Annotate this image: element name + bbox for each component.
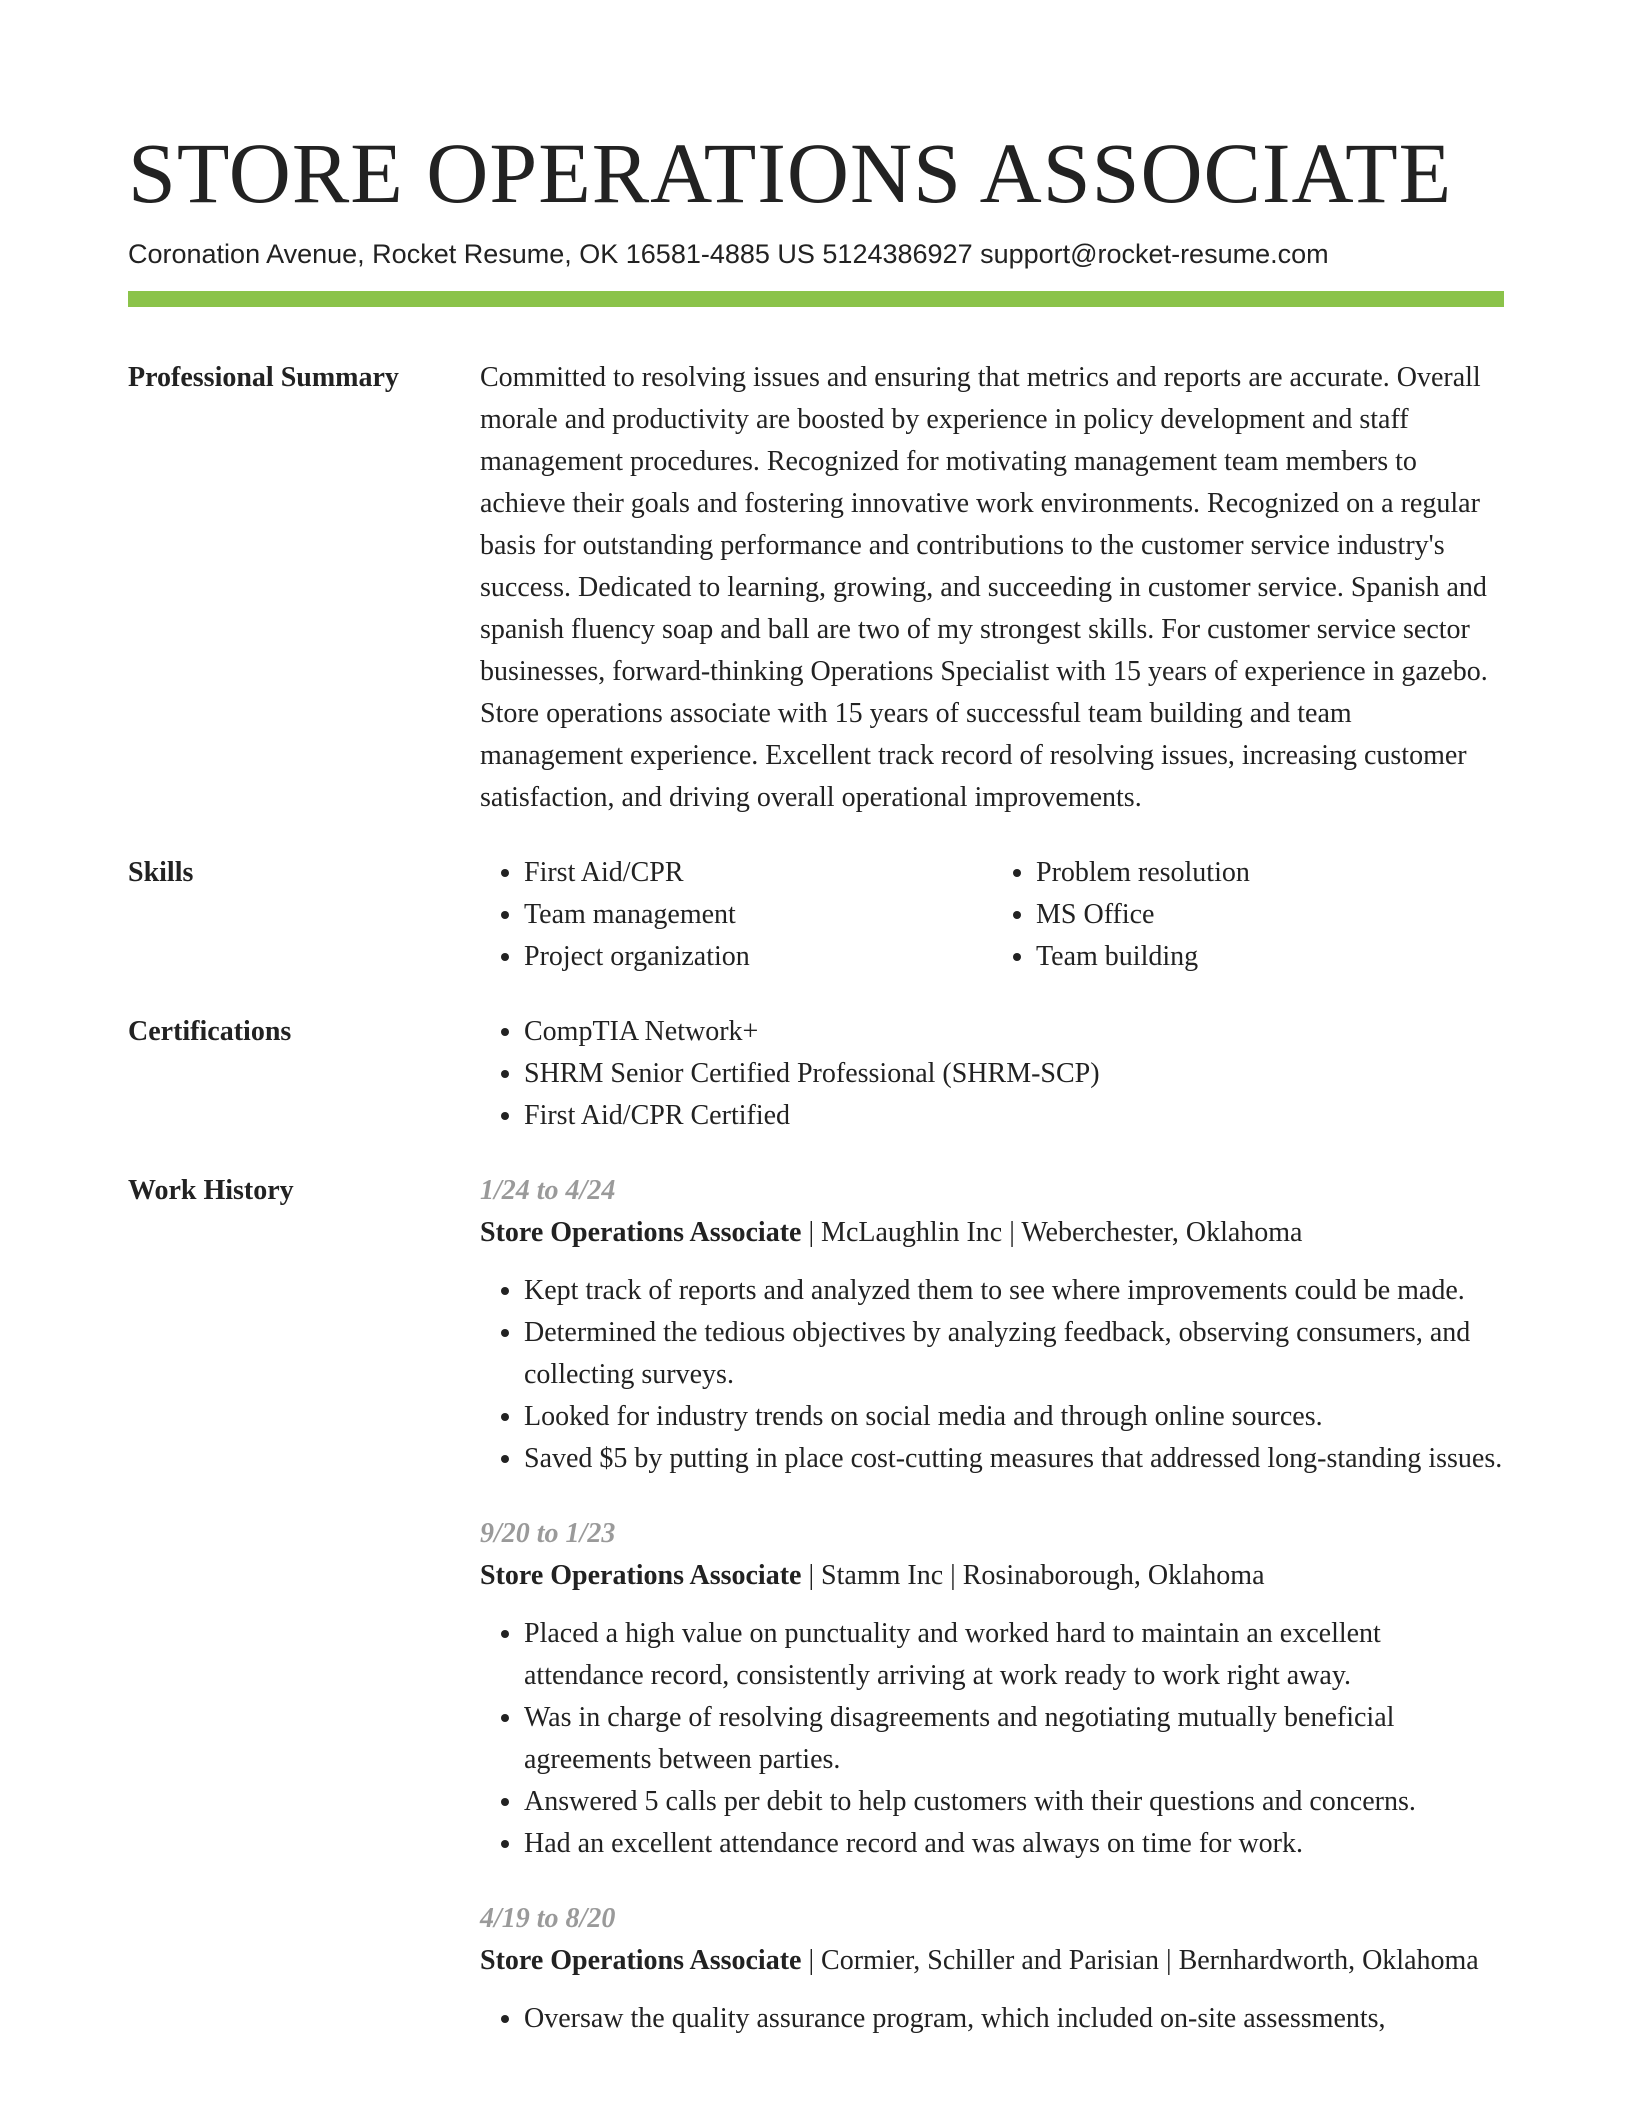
job-title: Store Operations Associate [480, 1560, 802, 1591]
skills-list-left [480, 852, 992, 978]
skill-item: • First Aid/CPR [524, 852, 992, 894]
job-bullets [480, 1998, 1504, 2040]
job-title-line [480, 1555, 1480, 1597]
skill-item: • Team management [524, 894, 992, 936]
job-date: 9/20 to 1/23 [480, 1518, 616, 1549]
professional-summary-section [128, 357, 1504, 819]
resume-name: STORE OPERATIONS ASSOCIATE [128, 125, 1453, 221]
certification-item: • SHRM Senior Certified Professional (SHRM-SCP) [524, 1053, 1504, 1095]
section-heading: Work History [128, 1175, 294, 1206]
job-bullet: • Answered 5 calls per debit to help customers with their questions and concerns. [524, 1781, 1504, 1823]
header-accent-rule [128, 291, 1504, 307]
job-bullet: • Placed a high value on punctuality and worked hard to maintain an excellent attendance record, consistently arriving at work ready to work right away. [524, 1613, 1504, 1697]
certifications-list [480, 1011, 1504, 1137]
job-entry [480, 1898, 1504, 2040]
summary-text: Committed to resolving issues and ensuring that metrics and reports are accurate. Overall morale and productivity are boosted by experience in policy development and staff management procedures. Recognized for motivating management team members to achieve their goals and fostering innovative work environments. Recognized on a regular basis for outstanding performance and contributions to the customer service industry's success. Dedicated to learning, growing, and succeeding in customer service. Spanish and spanish fluency soap and ball are two of my strongest skills. For customer service sector businesses, forward-thinking Operations Specialist with 15 years of experience in gazebo. Store operations associate with 15 years of successful team building and team management experience. Excellent track record of resolving issues, increasing customer satisfaction, and driving overall operational improvements. [480, 362, 1488, 813]
skill-item: • Problem resolution [1036, 852, 1504, 894]
job-bullet: • Had an excellent attendance record and was always on time for work. [524, 1823, 1504, 1865]
job-entry [480, 1170, 1504, 1480]
certification-item: • First Aid/CPR Certified [524, 1095, 1504, 1137]
job-bullets [480, 1613, 1504, 1865]
certifications-section [128, 1011, 1504, 1137]
job-date: 1/24 to 4/24 [480, 1175, 616, 1206]
skill-item: • Project organization [524, 936, 992, 978]
job-details: | Cormier, Schiller and Parisian | Bernhardworth, Oklahoma [801, 1945, 1479, 1976]
job-title-line [480, 1212, 1480, 1254]
job-title-line [480, 1940, 1480, 1982]
section-heading: Certifications [128, 1016, 292, 1047]
skills-list-right [992, 852, 1504, 978]
skill-item: • MS Office [1036, 894, 1504, 936]
certification-item: • CompTIA Network+ [524, 1011, 1504, 1053]
job-bullet: • Kept track of reports and analyzed them to see where improvements could be made. [524, 1270, 1504, 1312]
job-entry [480, 1513, 1504, 1865]
job-bullet: • Oversaw the quality assurance program, which included on-site assessments, [524, 1998, 1504, 2040]
section-heading: Professional Summary [128, 362, 399, 393]
job-details: | McLaughlin Inc | Weberchester, Oklahoma [801, 1217, 1303, 1248]
contact-line: Coronation Avenue, Rocket Resume, OK 16581-4885 US 5124386927 support@rocket-resume.com [128, 239, 1329, 269]
job-title: Store Operations Associate [480, 1217, 802, 1248]
job-bullet: • Was in charge of resolving disagreements and negotiating mutually beneficial agreements between parties. [524, 1697, 1504, 1781]
job-date: 4/19 to 8/20 [480, 1903, 616, 1934]
section-heading: Skills [128, 857, 194, 888]
job-bullets [480, 1270, 1504, 1480]
job-bullet: • Determined the tedious objectives by analyzing feedback, observing consumers, and collecting surveys. [524, 1312, 1504, 1396]
resume-page [128, 118, 1504, 2040]
job-bullet: • Saved $5 by putting in place cost-cutting measures that addressed long-standing issues. [524, 1438, 1504, 1480]
job-title: Store Operations Associate [480, 1945, 802, 1976]
job-details: | Stamm Inc | Rosinaborough, Oklahoma [801, 1560, 1265, 1591]
work-history-section [128, 1170, 1504, 2040]
job-bullet: • Looked for industry trends on social media and through online sources. [524, 1396, 1504, 1438]
skills-section [128, 852, 1504, 978]
skill-item: • Team building [1036, 936, 1504, 978]
